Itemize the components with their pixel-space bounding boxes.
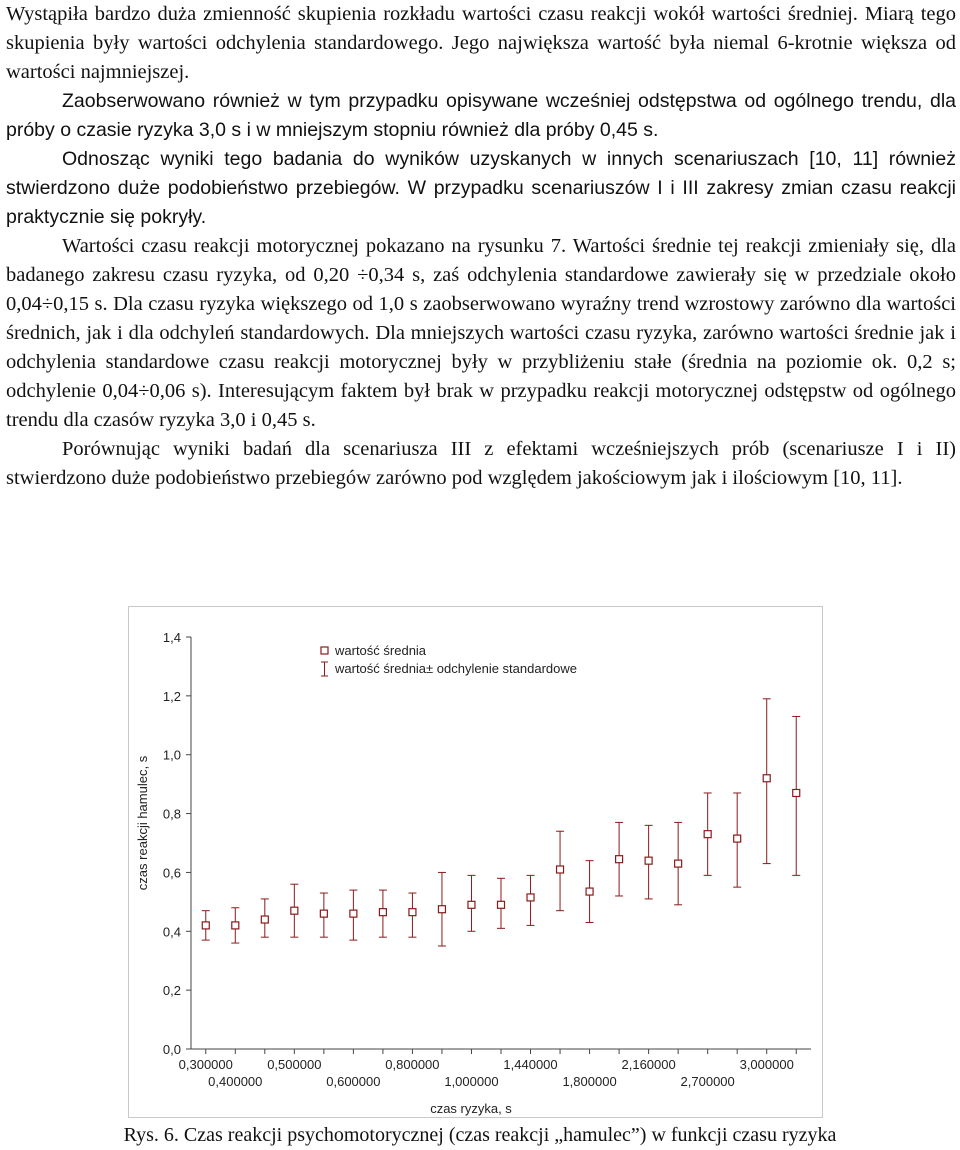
y-axis-label: czas reakcji hamulec, s	[135, 755, 150, 891]
x-tick-label: 2,700000	[680, 1074, 735, 1089]
x-tick-label: 0,400000	[208, 1074, 263, 1089]
x-axis-label: czas ryzyka, s	[430, 1101, 512, 1116]
mean-point	[350, 910, 357, 917]
y-tick-label: 1,2	[162, 688, 181, 704]
paragraph-5: Porównując wyniki badań dla scenariusza III z efektami wcześniejszych prób (scenariusze I i II) stwierdzono duże podobieństwo przebiegów zarówno pod względem jakościowym jak i ilościowym [10, 11].	[6, 438, 956, 489]
mean-point	[527, 894, 534, 901]
paragraph-1: Wystąpiła bardzo duża zmienność skupienia rozkładu wartości czasu reakcji wokół wartości średniej. Miarą tego skupienia były wartości odchylenia standardowego. Jego największa wartość była niemal 6-krotnie większa od wartości najmniejszej.	[6, 3, 956, 83]
y-tick-label: 0,0	[162, 1042, 181, 1057]
y-tick-label: 0,2	[162, 983, 181, 999]
mean-point	[232, 922, 239, 929]
x-tick-label: 2,160000	[621, 1057, 676, 1072]
mean-point	[557, 866, 564, 873]
x-tick-label: 1,440000	[503, 1057, 558, 1072]
y-tick-label: 0,6	[162, 865, 181, 881]
mean-point	[261, 916, 268, 923]
mean-point	[320, 910, 327, 917]
body-text	[6, 0, 956, 493]
mean-point	[793, 789, 800, 796]
legend-label-std: wartość średnia± odchylenie standardowe	[335, 661, 577, 676]
legend-mean-marker	[321, 647, 328, 654]
y-tick-label: 1,4	[162, 630, 181, 645]
mean-point	[763, 775, 770, 782]
figure-chart	[128, 606, 823, 1118]
legend-label-mean: wartość średnia	[335, 643, 427, 658]
mean-point	[409, 909, 416, 916]
mean-point	[379, 909, 386, 916]
x-tick-label: 0,600000	[326, 1074, 381, 1089]
paragraph-3: Odnosząc wyniki tego badania do wyników uzyskanych w innych scenariuszach [10, 11] również stwierdzono duże podobieństwo przebiegów. W przypadku scenariuszów I i III zakresy zmian czasu reakcji praktycznie się pokryły.	[6, 148, 956, 228]
mean-point	[468, 901, 475, 908]
mean-point	[616, 856, 623, 863]
paragraph-4: Wartości czasu reakcji motorycznej pokazano na rysunku 7. Wartości średnie tej reakcji zmieniały się, dla badanego zakresu czasu ryzyka, od 0,20 ÷0,34 s, zaś odchylenia standardowe zawierały się w przedziale około 0,04÷0,15 s. Dla czasu ryzyka większego od 1,0 s zaobserwowano wyraźny trend wzrostowy zarówno dla wartości średnich, jak i dla odchyleń standardowych. Dla mniejszych wartości czasu ryzyka, zarówno wartości średnie jak i odchylenia standardowe czasu reakcji motorycznej były w przybliżeniu stałe (średnia na poziomie ok. 0,2 s; odchylenie 0,04÷0,06 s). Interesującym faktem był brak w przypadku reakcji motorycznej odstępstw od ogólnego trendu dla czasów ryzyka 3,0 i 0,45 s.	[6, 235, 956, 431]
mean-point	[291, 907, 298, 914]
x-tick-label: 0,500000	[267, 1057, 322, 1072]
mean-point	[498, 901, 505, 908]
mean-point	[645, 857, 652, 864]
mean-point	[202, 922, 209, 929]
x-tick-label: 0,300000	[178, 1057, 233, 1072]
paragraph-2: Zaobserwowano również w tym przypadku opisywane wcześniej odstępstwa od ogólnego trendu, dla próby o czasie ryzyka 3,0 s i w mniejszym stopniu również dla próby 0,45 s.	[6, 90, 956, 141]
chart-svg	[129, 607, 822, 1117]
figure-caption: Rys. 6. Czas reakcji psychomotorycznej (czas reakcji „hamulec”) w funkcji czasu ryzyka	[123, 1124, 837, 1146]
mean-point	[586, 888, 593, 895]
y-tick-label: 0,4	[162, 924, 181, 940]
x-tick-label: 1,000000	[444, 1074, 499, 1089]
y-tick-label: 0,8	[162, 806, 181, 822]
x-tick-label: 1,800000	[562, 1074, 617, 1089]
mean-point	[675, 860, 682, 867]
mean-point	[438, 906, 445, 913]
x-tick-label: 3,000000	[739, 1057, 794, 1072]
mean-point	[734, 835, 741, 842]
x-tick-label: 0,800000	[385, 1057, 440, 1072]
y-tick-label: 1,0	[162, 747, 181, 763]
mean-point	[704, 831, 711, 838]
